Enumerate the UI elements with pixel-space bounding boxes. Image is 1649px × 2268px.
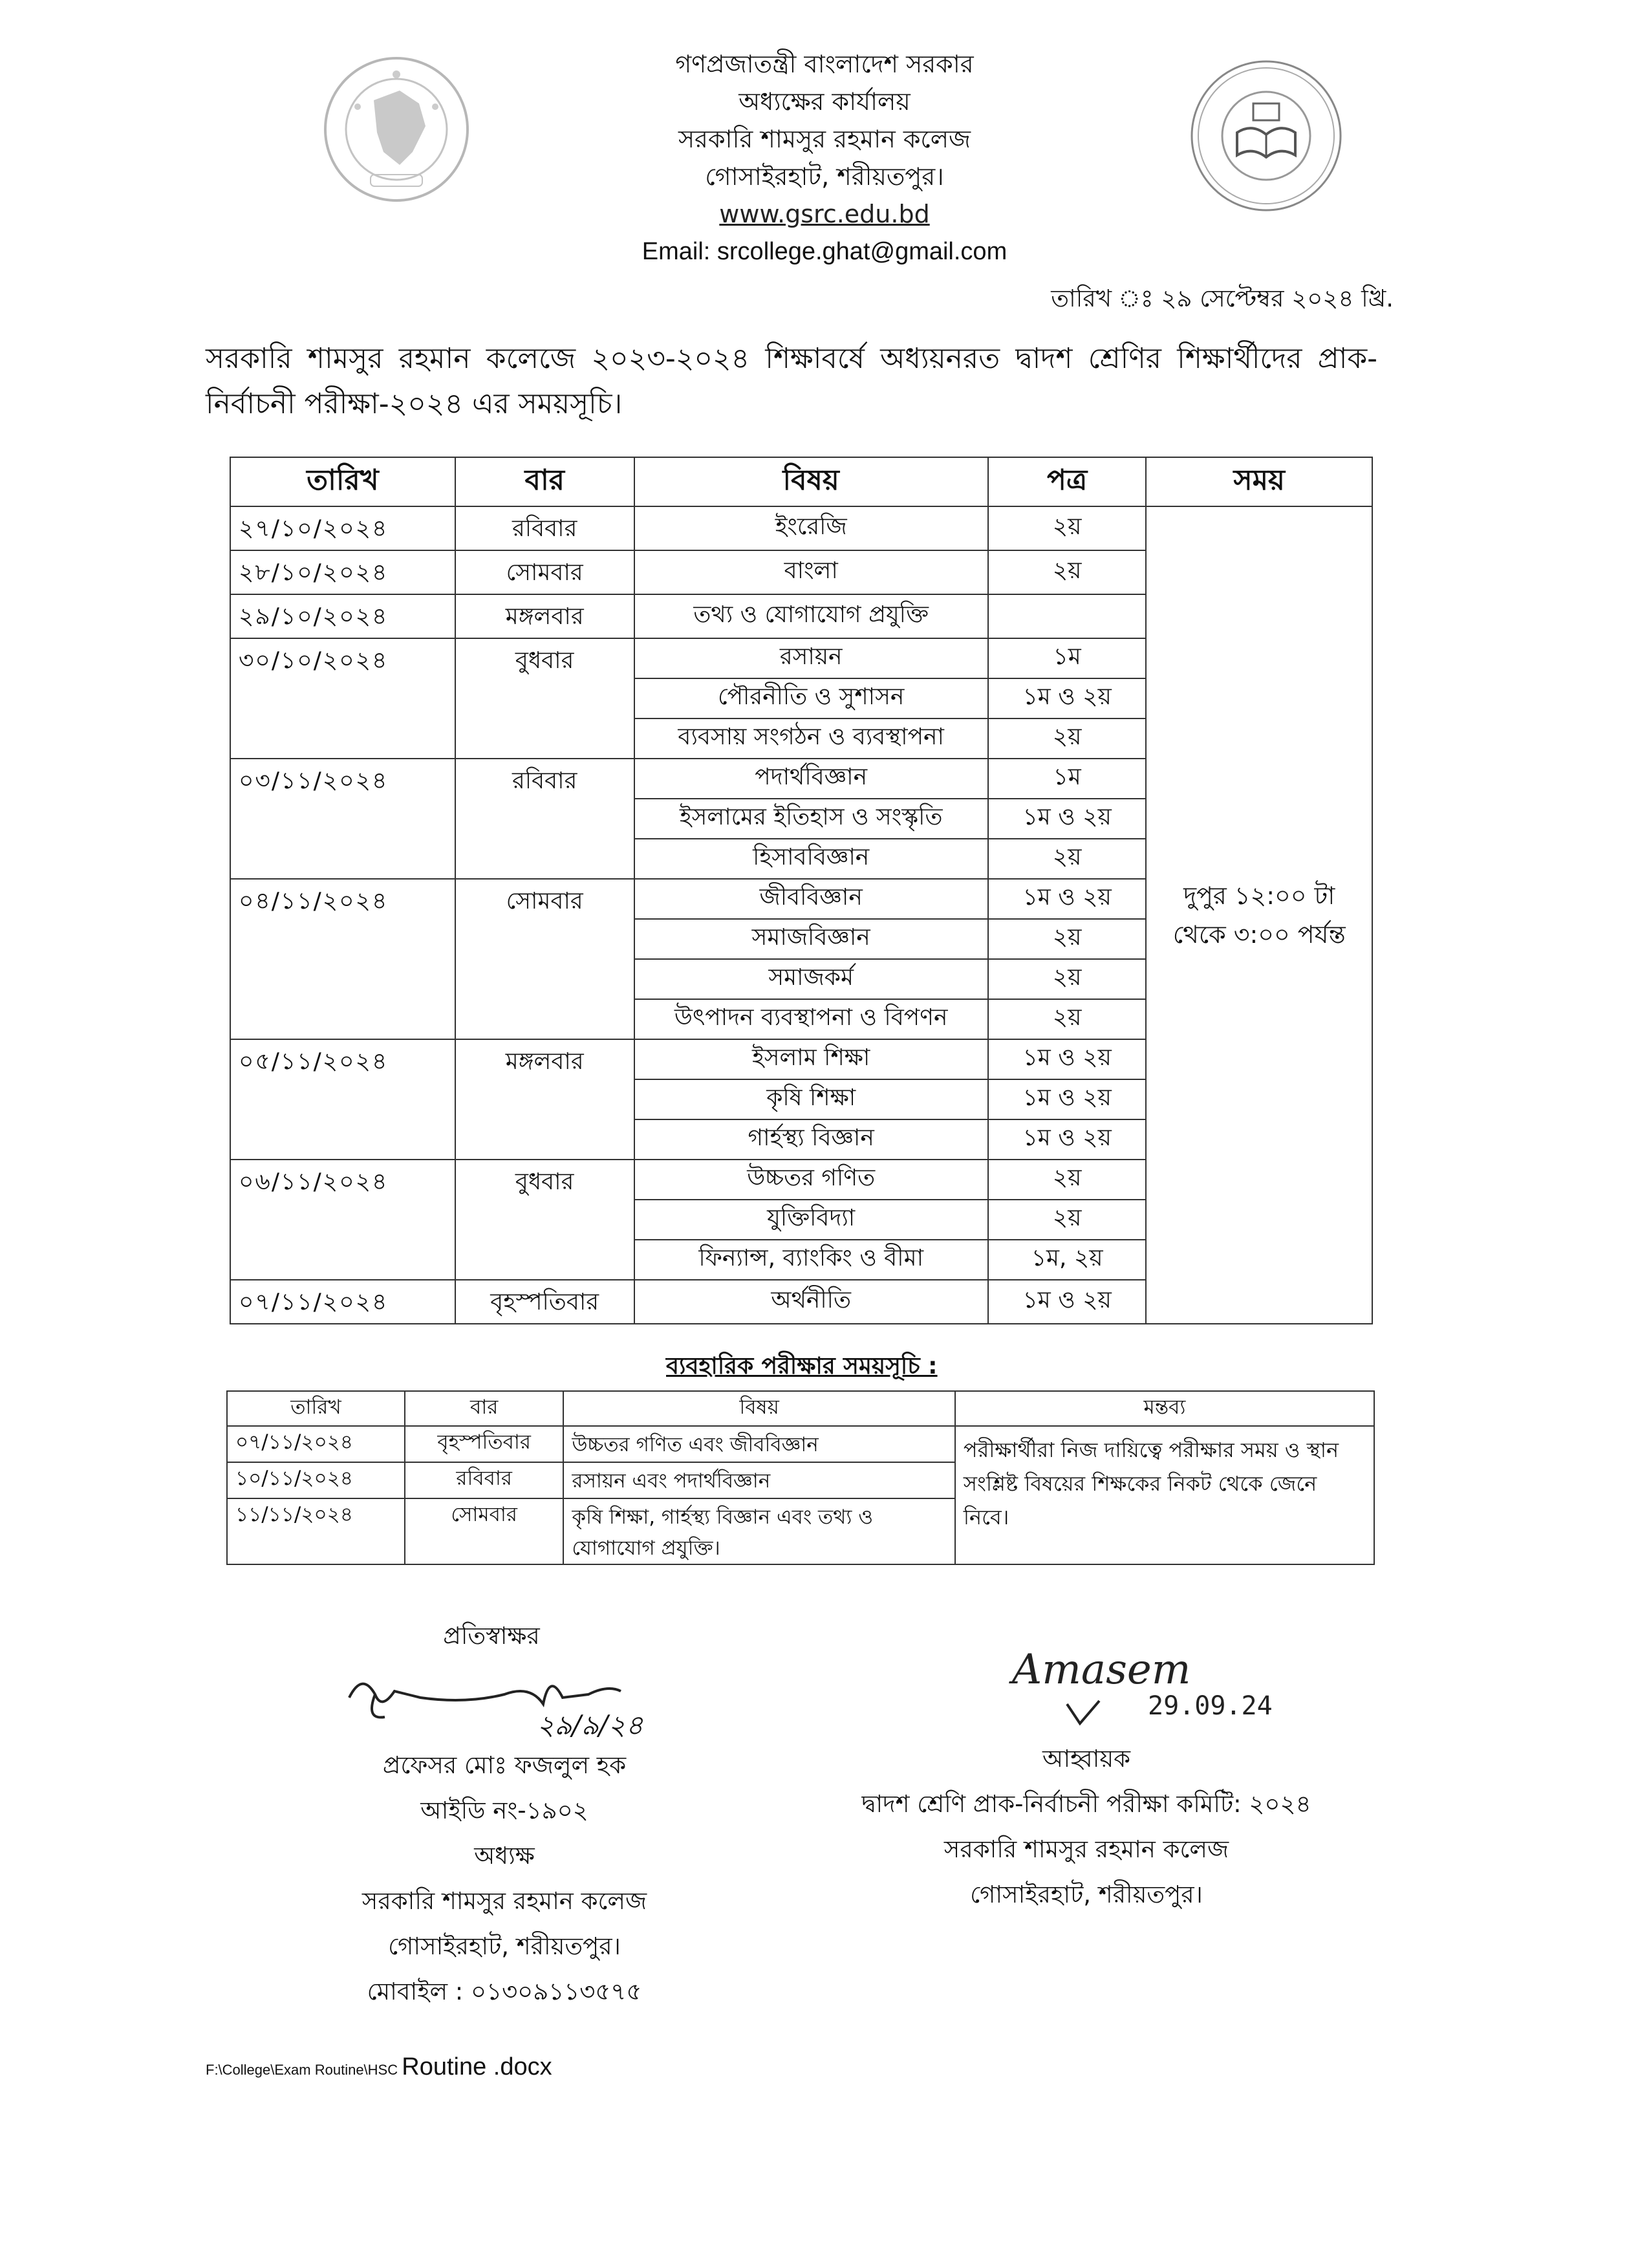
practical-date: ১০/১১/২০২৪ — [227, 1462, 405, 1498]
email-address: Email: srcollege.ghat@gmail.com — [641, 238, 1008, 265]
file-name: Routine .docx — [402, 2053, 552, 2080]
exam-day: বৃহস্পতিবার — [455, 1280, 634, 1324]
header-date: তারিখ — [227, 1391, 405, 1426]
table-header-row — [227, 1391, 1374, 1426]
exam-day: সোমবার — [455, 879, 634, 1039]
practical-schedule-table — [226, 1390, 1375, 1565]
file-path-footer — [206, 2053, 552, 2081]
header-remarks: মন্তব্য — [955, 1391, 1374, 1426]
exam-subject: হিসাববিজ্ঞান — [634, 839, 988, 879]
exam-time-start: দুপুর ১২:০০ টা — [1183, 881, 1335, 910]
exam-subject: ফিন্যান্স, ব্যাংকিং ও বীমা — [634, 1240, 988, 1280]
exam-day: রবিবার — [455, 759, 634, 879]
principal-mobile: মোবাইল : ০১৩০৯১১৩৫৭৫ — [367, 1978, 642, 2005]
principal-designation: অধ্যক্ষ — [474, 1842, 535, 1870]
exam-subject: পৌরনীতি ও সুশাসন — [634, 678, 988, 718]
exam-subject: ব্যবসায় সংগঠন ও ব্যবস্থাপনা — [634, 718, 988, 759]
principal-signature-block — [259, 1614, 750, 2014]
practical-date: ১১/১১/২০২৪ — [227, 1498, 405, 1564]
exam-paper: ১ম ও ২য় — [988, 879, 1147, 919]
exam-day: বুধবার — [455, 1160, 634, 1280]
exam-date: ০৫/১১/২০২৪ — [230, 1039, 455, 1160]
convener-signature-block — [815, 1736, 1358, 1917]
letterhead — [501, 45, 1148, 270]
exam-paper: ১ম — [988, 638, 1147, 678]
exam-paper — [988, 594, 1147, 638]
header-time: সময় — [1146, 457, 1372, 506]
convener-role: আহ্বায়ক — [1042, 1745, 1131, 1773]
exam-paper: ২য় — [988, 999, 1147, 1039]
exam-schedule-table — [230, 457, 1373, 1324]
file-path: F:\College\Exam Routine\HSC — [206, 2062, 398, 2078]
notice-subject: সরকারি শামসুর রহমান কলেজে ২০২৩-২০২৪ শিক্ষাবর্ষে অধ্যয়নরত দ্বাদশ শ্রেণির শিক্ষার্থীদের প্রাক-নির্বাচনী পরীক্ষা-২০২৪ এর সময়সূচি। — [206, 342, 1377, 420]
practical-note: পরীক্ষার্থীরা নিজ দায়িত্বে পরীক্ষার সময় ও স্থান সংশ্লিষ্ট বিষয়ের শিক্ষকের নিকট থেকে জেনে নিবে। — [955, 1426, 1374, 1564]
exam-subject: বাংলা — [634, 550, 988, 594]
exam-date: ২৭/১০/২০২৪ — [230, 506, 455, 550]
convener-handwritten-name: Amasem — [1012, 1646, 1191, 1694]
exam-date: ০৭/১১/২০২৪ — [230, 1280, 455, 1324]
exam-subject: উচ্চতর গণিত — [634, 1160, 988, 1200]
government-seal-icon — [322, 55, 471, 204]
exam-subject: ইসলাম শিক্ষা — [634, 1039, 988, 1079]
signature-scribble-icon — [336, 1659, 698, 1743]
exam-paper: ২য় — [988, 550, 1147, 594]
header-day: বার — [405, 1391, 563, 1426]
exam-paper: ১ম ও ২য় — [988, 1119, 1147, 1160]
exam-paper: ১ম ও ২য় — [988, 799, 1147, 839]
exam-paper: ১ম ও ২য় — [988, 1039, 1147, 1079]
exam-date: ০৪/১১/২০২৪ — [230, 879, 455, 1039]
header-subject: বিষয় — [563, 1391, 955, 1426]
exam-day: সোমবার — [455, 550, 634, 594]
convener-address: গোসাইরহাট, শরীয়তপুর। — [970, 1881, 1203, 1908]
header-paper: পত্র — [988, 457, 1147, 506]
practical-subject: উচ্চতর গণিত এবং জীববিজ্ঞান — [563, 1426, 955, 1462]
practical-subject: কৃষি শিক্ষা, গার্হস্থ্য বিজ্ঞান এবং তথ্য ও যোগাযোগ প্রযুক্তি। — [563, 1498, 955, 1564]
principal-name: প্রফেসর মোঃ ফজলুল হক — [382, 1751, 627, 1779]
office-name: অধ্যক্ষের কার্যালয় — [738, 87, 911, 116]
exam-day: মঙ্গলবার — [455, 594, 634, 638]
exam-date: ০৬/১১/২০২৪ — [230, 1160, 455, 1280]
table-row — [230, 506, 1372, 550]
exam-paper: ১ম ও ২য় — [988, 1079, 1147, 1119]
issue-date: তারিখ ঃ ২৯ সেপ্টেম্বর ২০২৪ খ্রি. — [1051, 285, 1394, 312]
government-name: গণপ্রজাতন্ত্রী বাংলাদেশ সরকার — [675, 50, 974, 78]
exam-date: ২৯/১০/২০২৪ — [230, 594, 455, 638]
exam-paper: ২য় — [988, 506, 1147, 550]
exam-date: ৩০/১০/২০২৪ — [230, 638, 455, 759]
college-logo-icon — [1189, 58, 1344, 213]
exam-subject: উৎপাদন ব্যবস্থাপনা ও বিপণন — [634, 999, 988, 1039]
exam-subject: ইংরেজি — [634, 506, 988, 550]
header-day: বার — [455, 457, 634, 506]
principal-handwritten-date: ২৯/৯/২৪ — [537, 1709, 643, 1741]
exam-paper: ২য় — [988, 839, 1147, 879]
principal-id: আইডি নং-১৯০২ — [420, 1797, 588, 1824]
exam-day: মঙ্গলবার — [455, 1039, 634, 1160]
exam-subject: ইসলামের ইতিহাস ও সংস্কৃতি — [634, 799, 988, 839]
website-link[interactable]: www.gsrc.edu.bd — [719, 200, 930, 228]
table-header-row — [230, 457, 1372, 506]
exam-paper: ২য় — [988, 919, 1147, 959]
exam-subject: সমাজবিজ্ঞান — [634, 919, 988, 959]
exam-day: রবিবার — [455, 506, 634, 550]
college-name: সরকারি শামসুর রহমান কলেজ — [678, 125, 971, 153]
practical-day: রবিবার — [405, 1462, 563, 1498]
check-mark-icon — [1064, 1698, 1103, 1730]
exam-time — [1146, 506, 1372, 1324]
exam-subject: কৃষি শিক্ষা — [634, 1079, 988, 1119]
exam-subject: পদার্থবিজ্ঞান — [634, 759, 988, 799]
exam-subject: গার্হস্থ্য বিজ্ঞান — [634, 1119, 988, 1160]
practical-title: ব্যবহারিক পরীক্ষার সময়সূচি : — [666, 1353, 938, 1379]
government-seal — [322, 55, 471, 204]
committee-name: দ্বাদশ শ্রেণি প্রাক-নির্বাচনী পরীক্ষা কমিটি: ২০২৪ — [861, 1790, 1311, 1818]
exam-paper: ১ম ও ২য় — [988, 1280, 1147, 1324]
exam-subject: অর্থনীতি — [634, 1280, 988, 1324]
countersign-label: প্রতিস্বাক্ষর — [443, 1622, 540, 1650]
exam-date: ২৮/১০/২০২৪ — [230, 550, 455, 594]
exam-paper: ২য় — [988, 718, 1147, 759]
convener-college: সরকারি শামসুর রহমান কলেজ — [943, 1835, 1229, 1863]
exam-subject: যুক্তিবিদ্যা — [634, 1200, 988, 1240]
exam-paper: ২য় — [988, 1200, 1147, 1240]
exam-paper: ২য় — [988, 959, 1147, 999]
principal-college: সরকারি শামসুর রহমান কলেজ — [361, 1887, 647, 1915]
exam-subject: সমাজকর্ম — [634, 959, 988, 999]
convener-signature — [999, 1646, 1335, 1736]
exam-subject: জীববিজ্ঞান — [634, 879, 988, 919]
exam-day: বুধবার — [455, 638, 634, 759]
college-address: গোসাইরহাট, শরীয়তপুর। — [705, 162, 944, 191]
exam-time-end: থেকে ৩:০০ পর্যন্ত — [1172, 920, 1346, 949]
exam-subject: তথ্য ও যোগাযোগ প্রযুক্তি — [634, 594, 988, 638]
exam-paper: ১ম, ২য় — [988, 1240, 1147, 1280]
header-subject: বিষয় — [634, 457, 988, 506]
exam-paper: ১ম ও ২য় — [988, 678, 1147, 718]
principal-address: গোসাইরহাট, শরীয়তপুর। — [388, 1932, 621, 1960]
table-row — [227, 1426, 1374, 1462]
exam-date: ০৩/১১/২০২৪ — [230, 759, 455, 879]
header-date: তারিখ — [230, 457, 455, 506]
exam-subject: রসায়ন — [634, 638, 988, 678]
principal-signature — [259, 1659, 750, 1743]
convener-handwritten-date: 29.09.24 — [1148, 1691, 1273, 1721]
college-logo — [1189, 58, 1344, 213]
practical-subject: রসায়ন এবং পদার্থবিজ্ঞান — [563, 1462, 955, 1498]
practical-day: সোমবার — [405, 1498, 563, 1564]
exam-paper: ২য় — [988, 1160, 1147, 1200]
practical-day: বৃহস্পতিবার — [405, 1426, 563, 1462]
practical-date: ০৭/১১/২০২৪ — [227, 1426, 405, 1462]
exam-paper: ১ম — [988, 759, 1147, 799]
